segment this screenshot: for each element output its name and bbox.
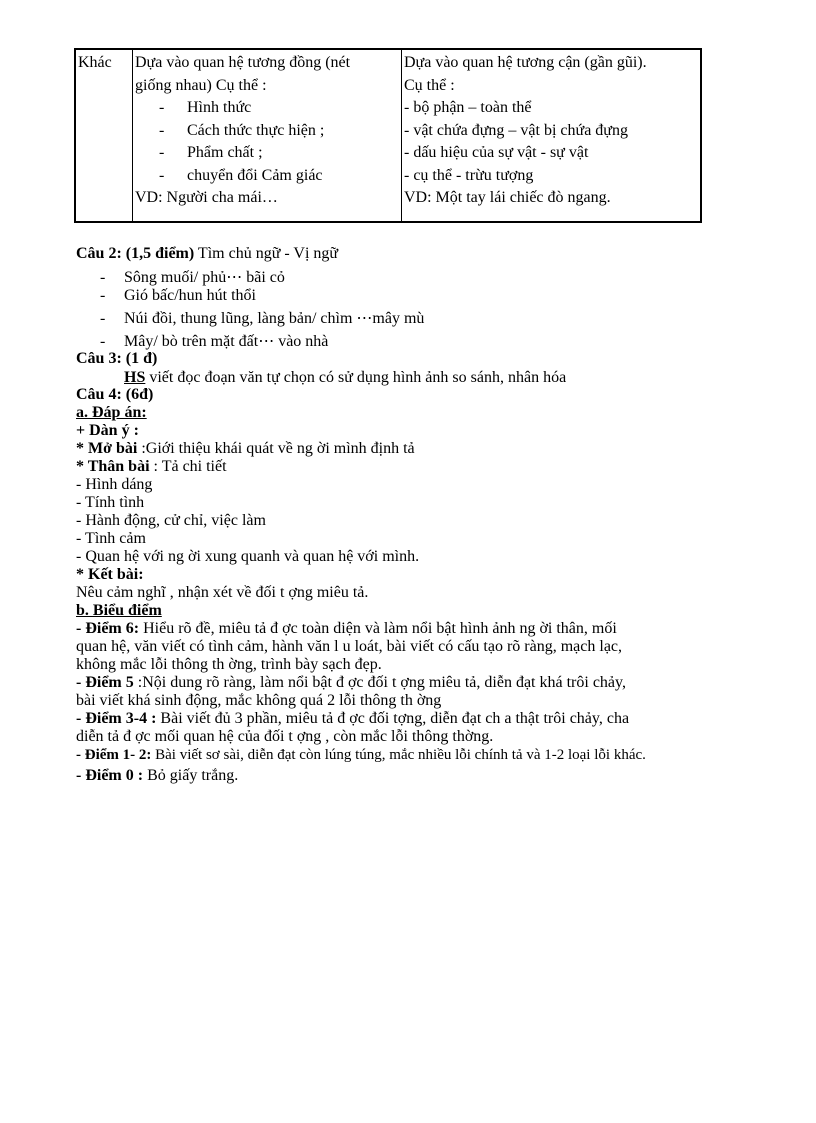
question-3-text: HS viết đọc đoạn văn tự chọn có sử dụng hình ảnh so sánh, nhân hóa <box>124 369 567 386</box>
col2-intro-line2: giống nhau) Cụ thể : <box>135 76 267 94</box>
list-item: - cụ thể - trừu tượng <box>404 166 534 184</box>
list-item: - chuyển đổi Cảm giác <box>159 166 323 184</box>
score-1-2-line: - Điểm 1- 2: Bài viết sơ sài, diễn đạt còn lúng túng, mắc nhiều lỗi chính tả và 1-2 loại lỗi khác. <box>76 747 646 763</box>
list-item: - Hình thức <box>159 99 252 116</box>
score-5-line1: - Điểm 5 :Nội dung rõ ràng, làm nổi bật đ ợc đối t ợng miêu tả, diễn đạt khá trôi chảy, <box>76 674 626 691</box>
score-3-4-line2: diễn tả đ ợc mối quan hệ của đối t ợng , còn mắc lỗi thông thờng. <box>76 728 494 745</box>
col3-example: VD: Một tay lái chiếc đò ngang. <box>404 189 611 206</box>
list-item: - Tính tình <box>76 494 145 511</box>
body-section: * Thân bài : Tả chi tiết <box>76 458 227 475</box>
col2-intro-line1: Dựa vào quan hệ tương đồng (nét <box>135 54 351 71</box>
col3-intro-line1: Dựa vào quan hệ tương cận (gần gũi). <box>404 54 647 71</box>
col3-intro-line2: Cụ thể : <box>404 76 455 94</box>
table-cell-metaphor <box>133 49 402 222</box>
list-item: - Hình dáng <box>76 476 153 493</box>
score-6-line3: không mắc lỗi thông th ờng, trình bày sạch đẹp. <box>76 656 382 673</box>
answer-heading: a. Đáp án: <box>76 404 147 421</box>
score-3-4-line1: - Điểm 3-4 : Bài viết đủ 3 phần, miêu tả đ ợc đối tợng, diễn đạt ch a thật trôi chảy, cha <box>76 710 630 727</box>
list-item: - vật chứa đựng – vật bị chứa đựng <box>404 121 628 139</box>
list-item: - Sông muối/ phủ⋯ bãi cỏ <box>100 269 285 286</box>
score-6-line2: quan hệ, văn viết có tình cảm, hành văn l u loát, bài viết có cấu tạo rõ ràng, mạch lạc, <box>76 638 623 655</box>
list-item: - Tình cảm <box>76 530 146 547</box>
score-5-line2: bài viết khá sinh động, mắc không quá 2 lỗi thông th ờng <box>76 692 442 709</box>
score-0-line: - Điểm 0 : Bỏ giấy trắng. <box>76 767 239 784</box>
list-item: - Hành động, cử chỉ, việc làm <box>76 512 266 529</box>
conclusion-text: Nêu cảm nghĩ , nhận xét về đối t ợng miêu tả. <box>76 584 369 601</box>
col2-example: VD: Người cha mái… <box>135 189 278 206</box>
outline-heading: + Dàn ý : <box>76 422 139 439</box>
comparison-table <box>74 48 702 223</box>
scoring-heading: b. Biểu điểm <box>76 602 162 619</box>
question-3-heading: Câu 3: (1 đ) <box>76 350 158 367</box>
question-2-heading: Câu 2: (1,5 điểm) Tìm chủ ngữ - Vị ngữ <box>76 245 339 262</box>
table-cell-label <box>75 49 133 222</box>
list-item: - bộ phận – toàn thể <box>404 99 532 116</box>
intro-section: * Mở bài :Giới thiệu khái quát về ng ời mình định tả <box>76 440 415 457</box>
score-6-line1: - Điểm 6: Hiểu rõ đề, miêu tả đ ợc toàn diện và làm nổi bật hình ảnh ng ời thân, mối <box>76 620 617 637</box>
list-item: - Gió bấc/hun hút thổi <box>100 287 256 304</box>
list-item: - Núi đồi, thung lũng, làng bản/ chìm ⋯mây mù <box>100 310 425 327</box>
row-label: Khác <box>78 54 112 71</box>
list-item: - Mây/ bò trên mặt đất⋯ vào nhà <box>100 333 329 350</box>
list-item: - Phẩm chất ; <box>159 144 263 161</box>
list-item: - dấu hiệu của sự vật - sự vật <box>404 144 589 161</box>
list-item: - Cách thức thực hiện ; <box>159 121 325 139</box>
question-4-heading: Câu 4: (6đ) <box>76 386 154 403</box>
list-item: - Quan hệ với ng ời xung quanh và quan hệ với mình. <box>76 548 420 565</box>
table-cell-metonymy <box>402 49 702 222</box>
conclusion-heading: * Kết bài: <box>76 566 144 583</box>
